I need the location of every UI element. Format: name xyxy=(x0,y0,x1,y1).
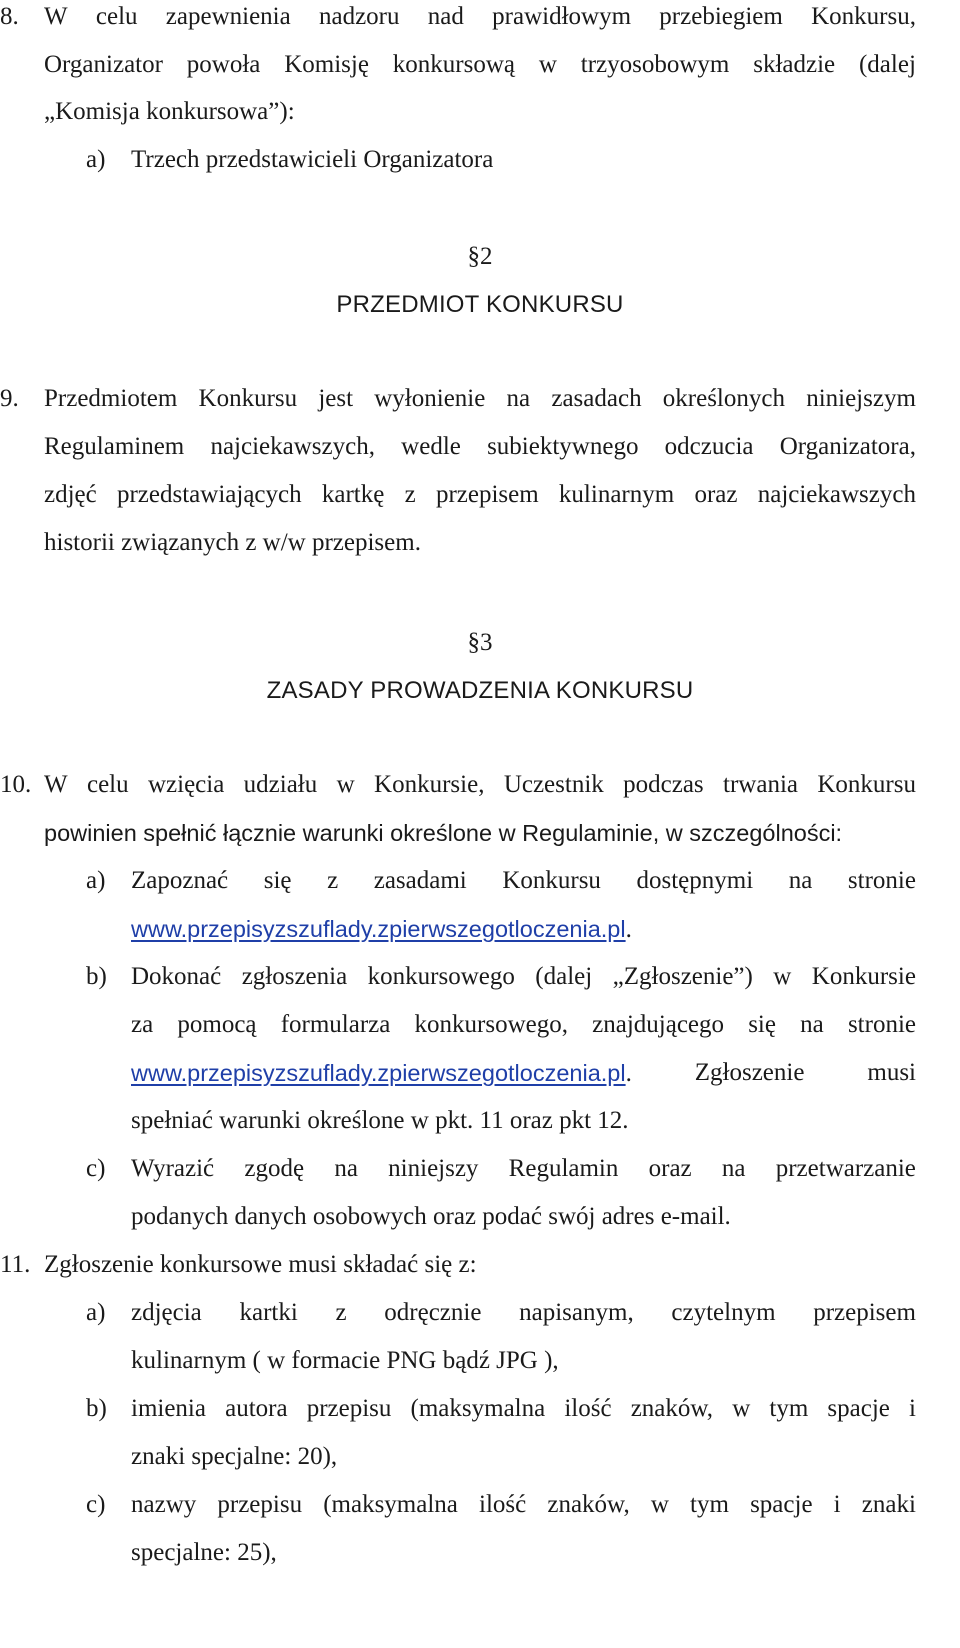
text-word: na xyxy=(800,1011,824,1038)
text-word: konkursowego, xyxy=(414,1011,568,1038)
text-word: Konkursie, xyxy=(374,771,485,798)
justified-line xyxy=(131,1010,916,1040)
text-word: powoła xyxy=(186,51,261,78)
text-word: formularza xyxy=(280,1011,391,1038)
text-word: w xyxy=(650,1491,669,1518)
text-word: i xyxy=(833,1491,841,1518)
justified-line xyxy=(131,962,916,992)
justified-line xyxy=(44,432,916,462)
text-word: Przedmiotem xyxy=(44,385,178,412)
list-item-text: kulinarnym ( w formacie PNG bądź JPG ), xyxy=(131,1347,559,1374)
section-symbol: §2 xyxy=(467,243,493,270)
text-word: przedstawiających xyxy=(116,481,302,508)
text-word: Konkursu xyxy=(817,771,916,798)
text-word: Dokonać xyxy=(131,963,222,990)
text-word: Konkursie xyxy=(811,963,916,990)
website-link[interactable]: www.przepisyzszuflady.zpierwszegotloczenia.pl xyxy=(131,1060,626,1086)
text-word: W xyxy=(44,3,68,30)
text-line: „Komisja konkursowa”): xyxy=(44,98,295,125)
justified-line xyxy=(44,384,916,414)
text-word: zasadami xyxy=(373,867,467,894)
list-item-text: Trzech przedstawicieli Organizatora xyxy=(131,146,494,173)
justified-line xyxy=(44,770,916,800)
text-word: prawidłowym xyxy=(492,3,632,30)
justified-line xyxy=(44,2,916,32)
text-word: stronie xyxy=(847,1011,916,1038)
section-title: ZASADY PROWADZENIA KONKURSU xyxy=(266,677,694,704)
text-word: nad xyxy=(427,3,464,30)
text-word: zdjęć xyxy=(44,481,97,508)
text-word: odczucia xyxy=(664,433,754,460)
text-word: oraz xyxy=(694,481,738,508)
justified-line xyxy=(131,1298,916,1328)
text-word: Konkursu, xyxy=(811,3,916,30)
text-word: Zgłoszenie xyxy=(694,1059,805,1086)
text-word: Organizator xyxy=(44,51,163,78)
text-word: Regulamin xyxy=(508,1155,619,1182)
text-word: udziału xyxy=(243,771,318,798)
justified-line xyxy=(131,1394,916,1424)
list-item-text xyxy=(131,914,632,944)
text-word: z xyxy=(404,481,416,508)
text-word: przepisem xyxy=(813,1299,916,1326)
paragraph-number: 10. xyxy=(0,771,32,798)
list-label: c) xyxy=(86,1155,106,1182)
list-item-text: spełniać warunki określone w pkt. 11 oraz pkt 12. xyxy=(131,1107,629,1134)
list-label: a) xyxy=(86,146,106,173)
text-word: w xyxy=(538,51,557,78)
text-word: (dalej xyxy=(535,963,593,990)
text-word: celu xyxy=(86,771,129,798)
text-word: znaków, xyxy=(630,1395,714,1422)
justified-line xyxy=(131,1490,916,1520)
text-word: Komisję xyxy=(284,51,369,78)
text-word: kartki xyxy=(239,1299,298,1326)
text-word: najciekawszych xyxy=(757,481,916,508)
text-word: Organizatora, xyxy=(779,433,916,460)
justified-line xyxy=(44,50,916,80)
text-word: czytelnym xyxy=(671,1299,776,1326)
text-word: (maksymalna xyxy=(323,1491,458,1518)
text-word: autora xyxy=(225,1395,288,1422)
text-word: niniejszy xyxy=(388,1155,479,1182)
text-word: „Zgłoszenie”) xyxy=(612,963,753,990)
text-word: Zapoznać xyxy=(131,867,229,894)
text-word: określonych xyxy=(662,385,785,412)
text-word: zapewnienia xyxy=(165,3,291,30)
text-word: ilość xyxy=(479,1491,527,1518)
text-word: zasadach xyxy=(551,385,642,412)
text-word: składzie xyxy=(753,51,836,78)
text-word: subiektywnego xyxy=(487,433,639,460)
text-word: spacje xyxy=(827,1395,890,1422)
text-word: przepisu xyxy=(306,1395,392,1422)
text-word: zgodę xyxy=(244,1155,305,1182)
text-word: w xyxy=(732,1395,751,1422)
paragraph-number: 11. xyxy=(0,1251,31,1278)
text-punctuation: . xyxy=(625,1060,632,1087)
text-word: Regulaminem xyxy=(44,433,185,460)
text-word: wzięcia xyxy=(147,771,225,798)
text-word: Konkursu xyxy=(198,385,298,412)
text-word: przepisem xyxy=(435,481,539,508)
text-word: na xyxy=(788,867,813,894)
text-word: w xyxy=(773,963,792,990)
text-word: z xyxy=(327,867,339,894)
text-word: Uczestnik xyxy=(503,771,604,798)
text-word: z xyxy=(335,1299,347,1326)
text-word: imienia xyxy=(131,1395,206,1422)
text-word: wedle xyxy=(401,433,461,460)
text-word: nadzoru xyxy=(318,3,400,30)
section-title: PRZEDMIOT KONKURSU xyxy=(336,291,624,318)
list-item-text: specjalne: 25), xyxy=(131,1539,277,1566)
text-word: trzyosobowym xyxy=(580,51,730,78)
text-word: kartkę xyxy=(321,481,385,508)
list-label: a) xyxy=(86,867,106,894)
text-word: Konkursu xyxy=(502,867,601,894)
text-word: znaki xyxy=(861,1491,916,1518)
text-word: na xyxy=(506,385,531,412)
text-word: napisanym, xyxy=(519,1299,634,1326)
text-word: ilość xyxy=(564,1395,612,1422)
link-group xyxy=(131,1058,632,1088)
text-word: W xyxy=(44,771,68,798)
website-link[interactable]: www.przepisyzszuflady.zpierwszegotloczenia.pl xyxy=(131,916,626,942)
text-word: musi xyxy=(867,1059,916,1086)
text-word: znajdującego xyxy=(592,1011,725,1038)
text-word: znaków, xyxy=(547,1491,630,1518)
text-word: tym xyxy=(690,1491,729,1518)
justified-line xyxy=(131,866,916,896)
text-word: za xyxy=(131,1011,154,1038)
text-word: zgłoszenia xyxy=(241,963,348,990)
text-word: celu xyxy=(95,3,138,30)
text-word: odręcznie xyxy=(384,1299,482,1326)
text-line: powinien spełnić łącznie warunki określone w Regulaminie, w szczególności: xyxy=(44,820,843,846)
text-word: pomocą xyxy=(177,1011,257,1038)
text-line: historii związanych z w/w przepisem. xyxy=(44,529,421,556)
text-word: niniejszym xyxy=(806,385,916,412)
list-label: a) xyxy=(86,1299,106,1326)
text-word: na xyxy=(334,1155,358,1182)
text-word: wyłonienie xyxy=(374,385,486,412)
text-word: na xyxy=(721,1155,746,1182)
text-word: tym xyxy=(769,1395,809,1422)
text-word: dostępnymi xyxy=(636,867,754,894)
list-item-text: znaki specjalne: 20), xyxy=(131,1443,338,1470)
text-punctuation: . xyxy=(625,916,632,943)
text-word: w xyxy=(336,771,355,798)
paragraph-number: 8. xyxy=(0,3,19,30)
list-label: b) xyxy=(86,1395,107,1422)
justified-line xyxy=(131,1154,916,1184)
list-label: c) xyxy=(86,1491,106,1518)
text-word: oraz xyxy=(648,1155,692,1182)
text-word: kulinarnym xyxy=(558,481,675,508)
justified-line xyxy=(131,1058,916,1088)
text-word: (maksymalna xyxy=(410,1395,546,1422)
section-symbol: §3 xyxy=(467,629,493,656)
text-word: przetwarzanie xyxy=(775,1155,916,1182)
text-word: najciekawszych, xyxy=(210,433,375,460)
list-label: b) xyxy=(86,963,107,990)
text-word: trwania xyxy=(723,771,798,798)
text-word: konkursową xyxy=(392,51,516,78)
text-word: (dalej xyxy=(858,51,916,78)
text-word: stronie xyxy=(847,867,916,894)
text-word: się xyxy=(748,1011,776,1038)
paragraph-number: 9. xyxy=(0,385,19,412)
text-word: nazwy xyxy=(131,1491,197,1518)
text-word: i xyxy=(909,1395,916,1422)
list-item-text: podanych danych osobowych oraz podać swój adres e-mail. xyxy=(131,1203,731,1230)
justified-line xyxy=(44,480,916,510)
text-word: przepisu xyxy=(217,1491,303,1518)
text-word: jest xyxy=(318,385,354,412)
text-word: zdjęcia xyxy=(131,1299,202,1326)
text-word: konkursowego xyxy=(367,963,515,990)
text-word: podczas xyxy=(623,771,704,798)
text-line: Zgłoszenie konkursowe musi składać się z: xyxy=(44,1251,477,1278)
text-word: przebiegiem xyxy=(659,3,783,30)
text-word: się xyxy=(263,867,292,894)
text-word: Wyrazić xyxy=(131,1155,215,1182)
text-word: spacje xyxy=(750,1491,813,1518)
